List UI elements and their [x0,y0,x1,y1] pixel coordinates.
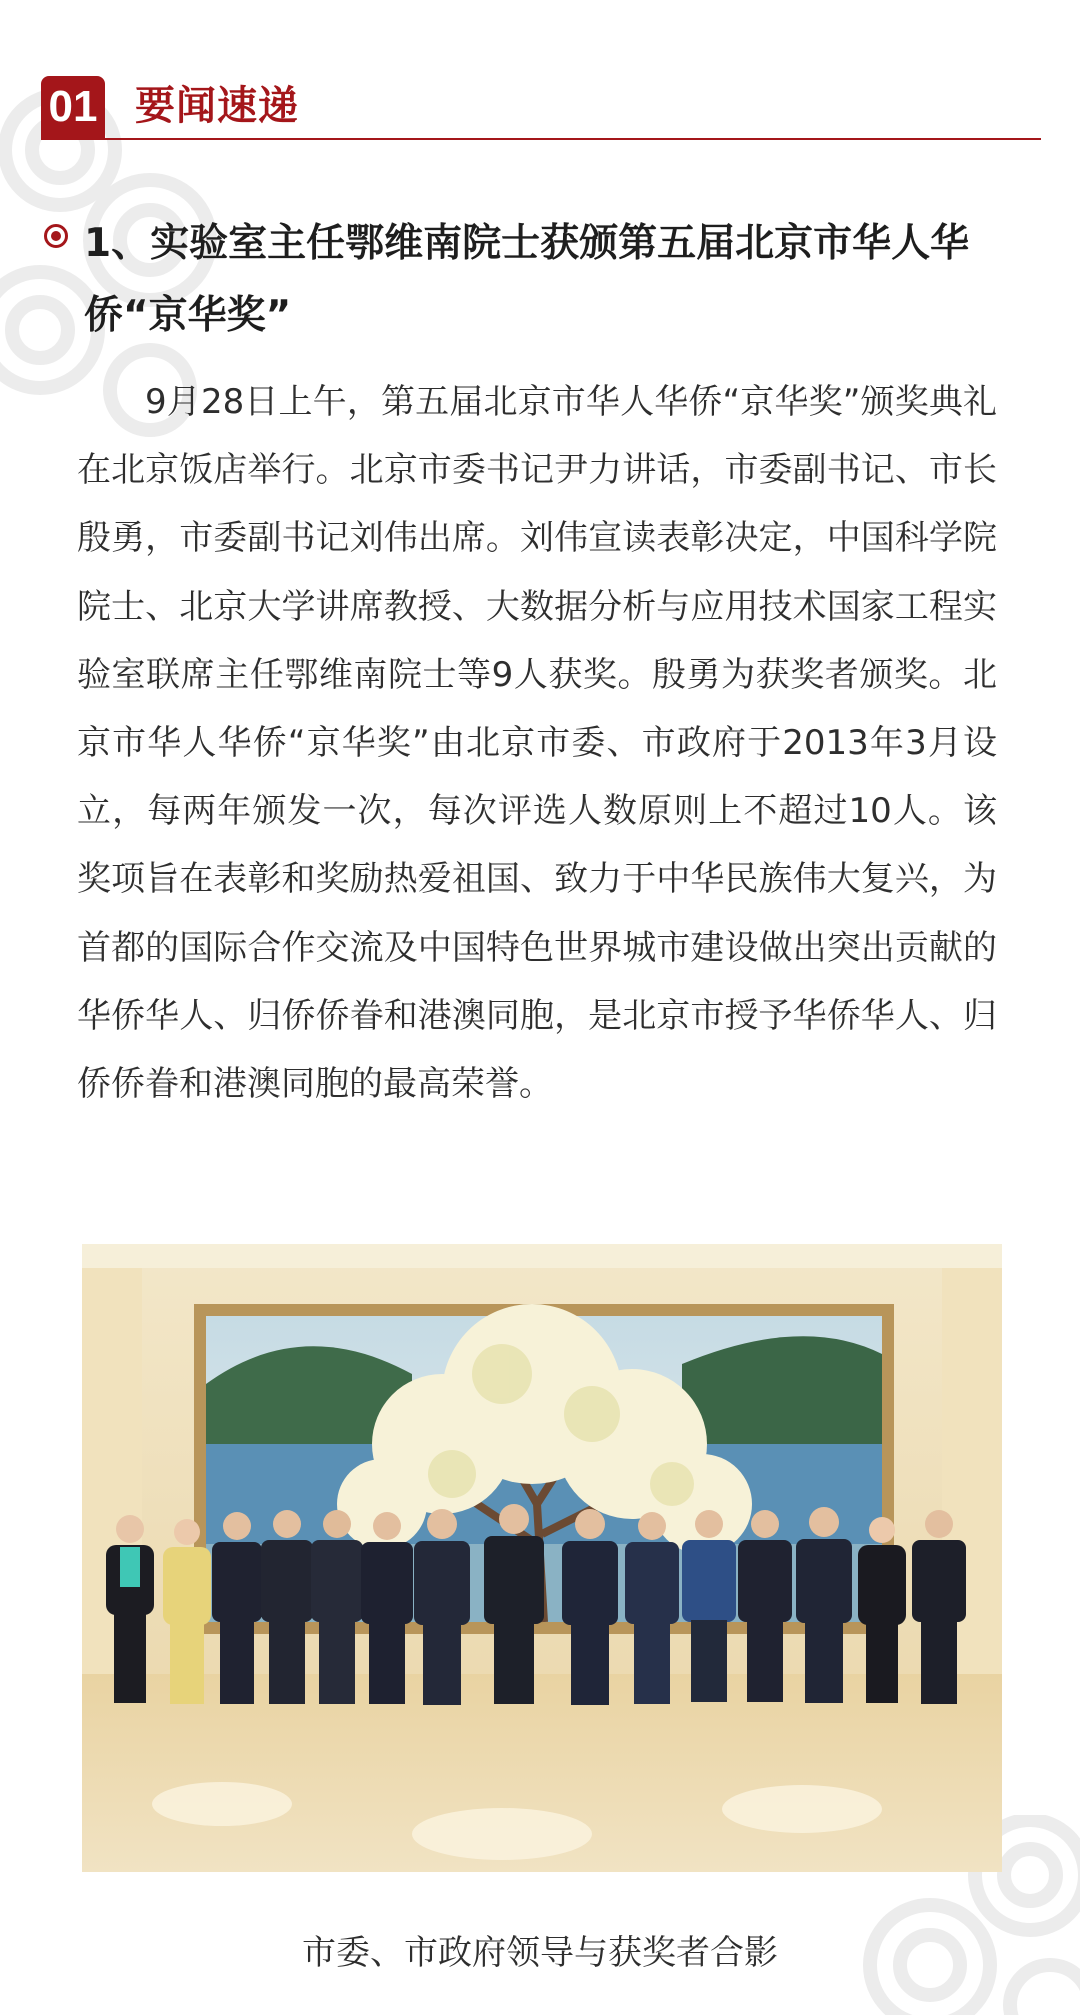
section-title: 要闻速递 [135,83,299,129]
group-photo [82,1244,1002,1872]
section-number-badge: 01 [41,76,105,138]
section-header [41,76,1041,142]
article-title: 1、实验室主任鄂维南院士获颁第五届北京市华人华侨“京华奖” [84,221,970,338]
section-divider [41,138,1041,140]
article-body: 9月28日上午，第五届北京市华人华侨“京华奖”颁奖典礼在北京饭店举行。北京市委书记尹力讲话，市委副书记、市长殷勇，市委副书记刘伟出席。刘伟宣读表彰决定，中国科学院院士、北京大学讲席教授、大数据分析与应用技术国家工程实验室联席主任鄂维南院士等9人获奖。殷勇为获奖者颁奖。北京市华人华侨“京华奖”由北京市委、市政府于2013年3月设立，每两年颁发一次，每次评选人数原则上不超过10人。该奖项旨在表彰和奖励热爱祖国、致力于中华民族伟大复兴，为首都的国际合作交流及中国特色世界城市建设做出突出贡献的华侨华人、归侨侨眷和港澳同胞，是北京市授予华侨华人、归侨侨眷和港澳同胞的最高荣誉。 [77,382,997,1105]
photo-caption: 市委、市政府领导与获奖者合影 [302,1933,778,1973]
bullet-circle-icon [44,224,68,248]
